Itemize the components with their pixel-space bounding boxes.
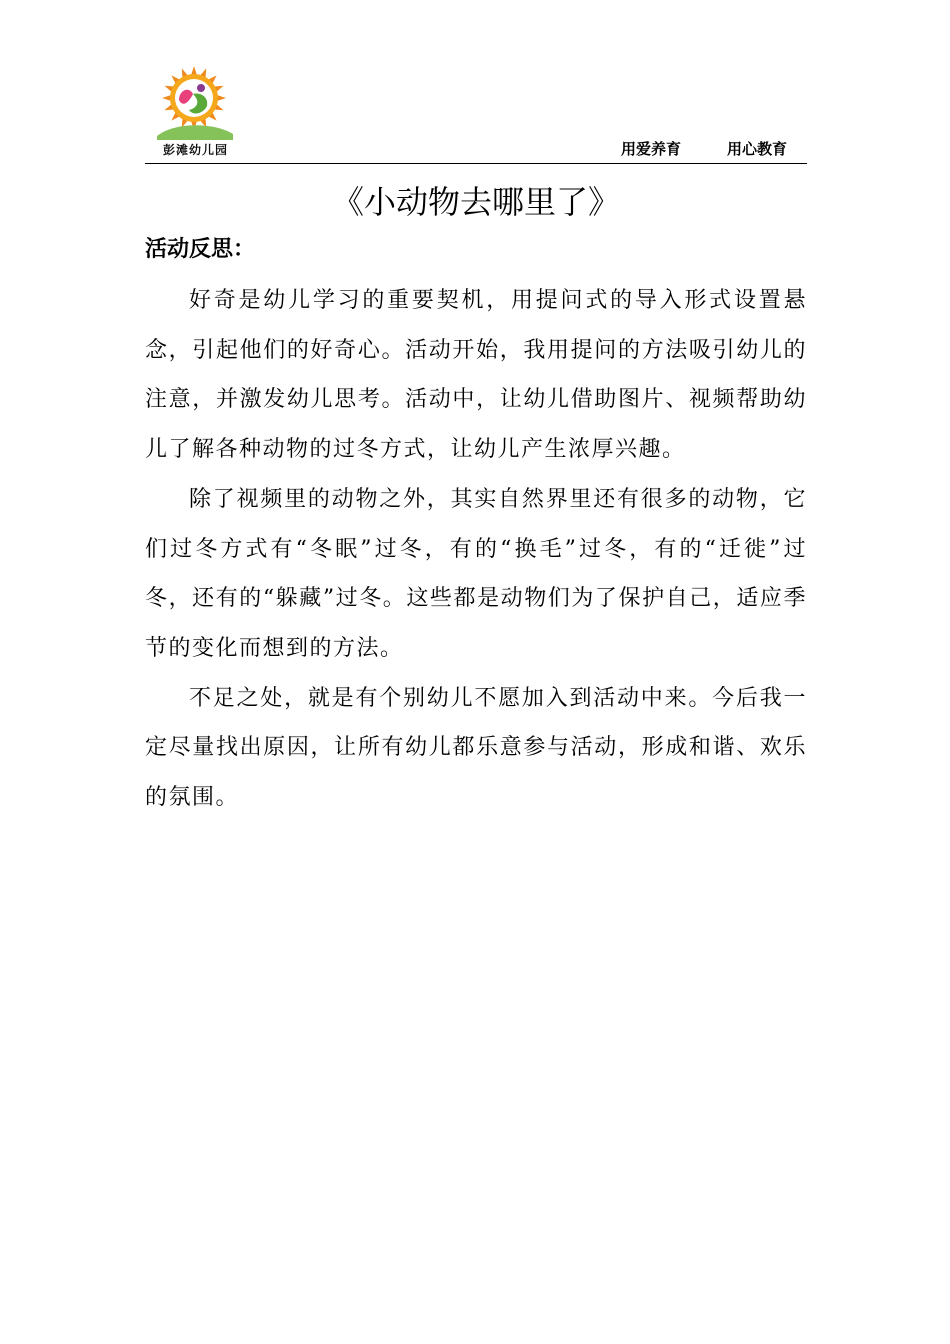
slogan-love: 用爱养育 — [620, 140, 681, 158]
document-body — [145, 276, 807, 823]
page-header — [145, 60, 807, 164]
document-title: 《小动物去哪里了》 — [331, 183, 620, 221]
section-heading: 活动反思： — [145, 237, 256, 262]
header-slogans — [621, 138, 787, 159]
logo-name: 彭滩幼儿园 — [163, 143, 229, 157]
paragraph: 好奇是幼儿学习的重要契机，用提问式的导入形式设置悬念，引起他们的好奇心。活动开始，我用提问的方法吸引幼儿的注意，并激发幼儿思考。活动中，让幼儿借助图片、视频帮助幼儿了解各种动物的过冬方式，让幼儿产生浓厚兴趣。 — [145, 288, 807, 463]
paragraph: 除了视频里的动物之外，其实自然界里还有很多的动物，它们过冬方式有“冬眠”过冬，有的“换毛”过冬，有的“迁徙”过冬，还有的“躲藏”过冬。这些都是动物们为了保护自己，适应季节的变化而想到的方法。 — [145, 486, 807, 661]
sun-family-logo-icon — [149, 64, 239, 140]
header-divider — [145, 163, 807, 164]
paragraph: 不足之处，就是有个别幼儿不愿加入到活动中来。今后我一定尽量找出原因，让所有幼儿都乐意参与活动，形成和谐、欢乐的氛围。 — [145, 685, 807, 811]
slogan-heart: 用心教育 — [726, 140, 787, 158]
kindergarten-logo — [145, 60, 245, 160]
